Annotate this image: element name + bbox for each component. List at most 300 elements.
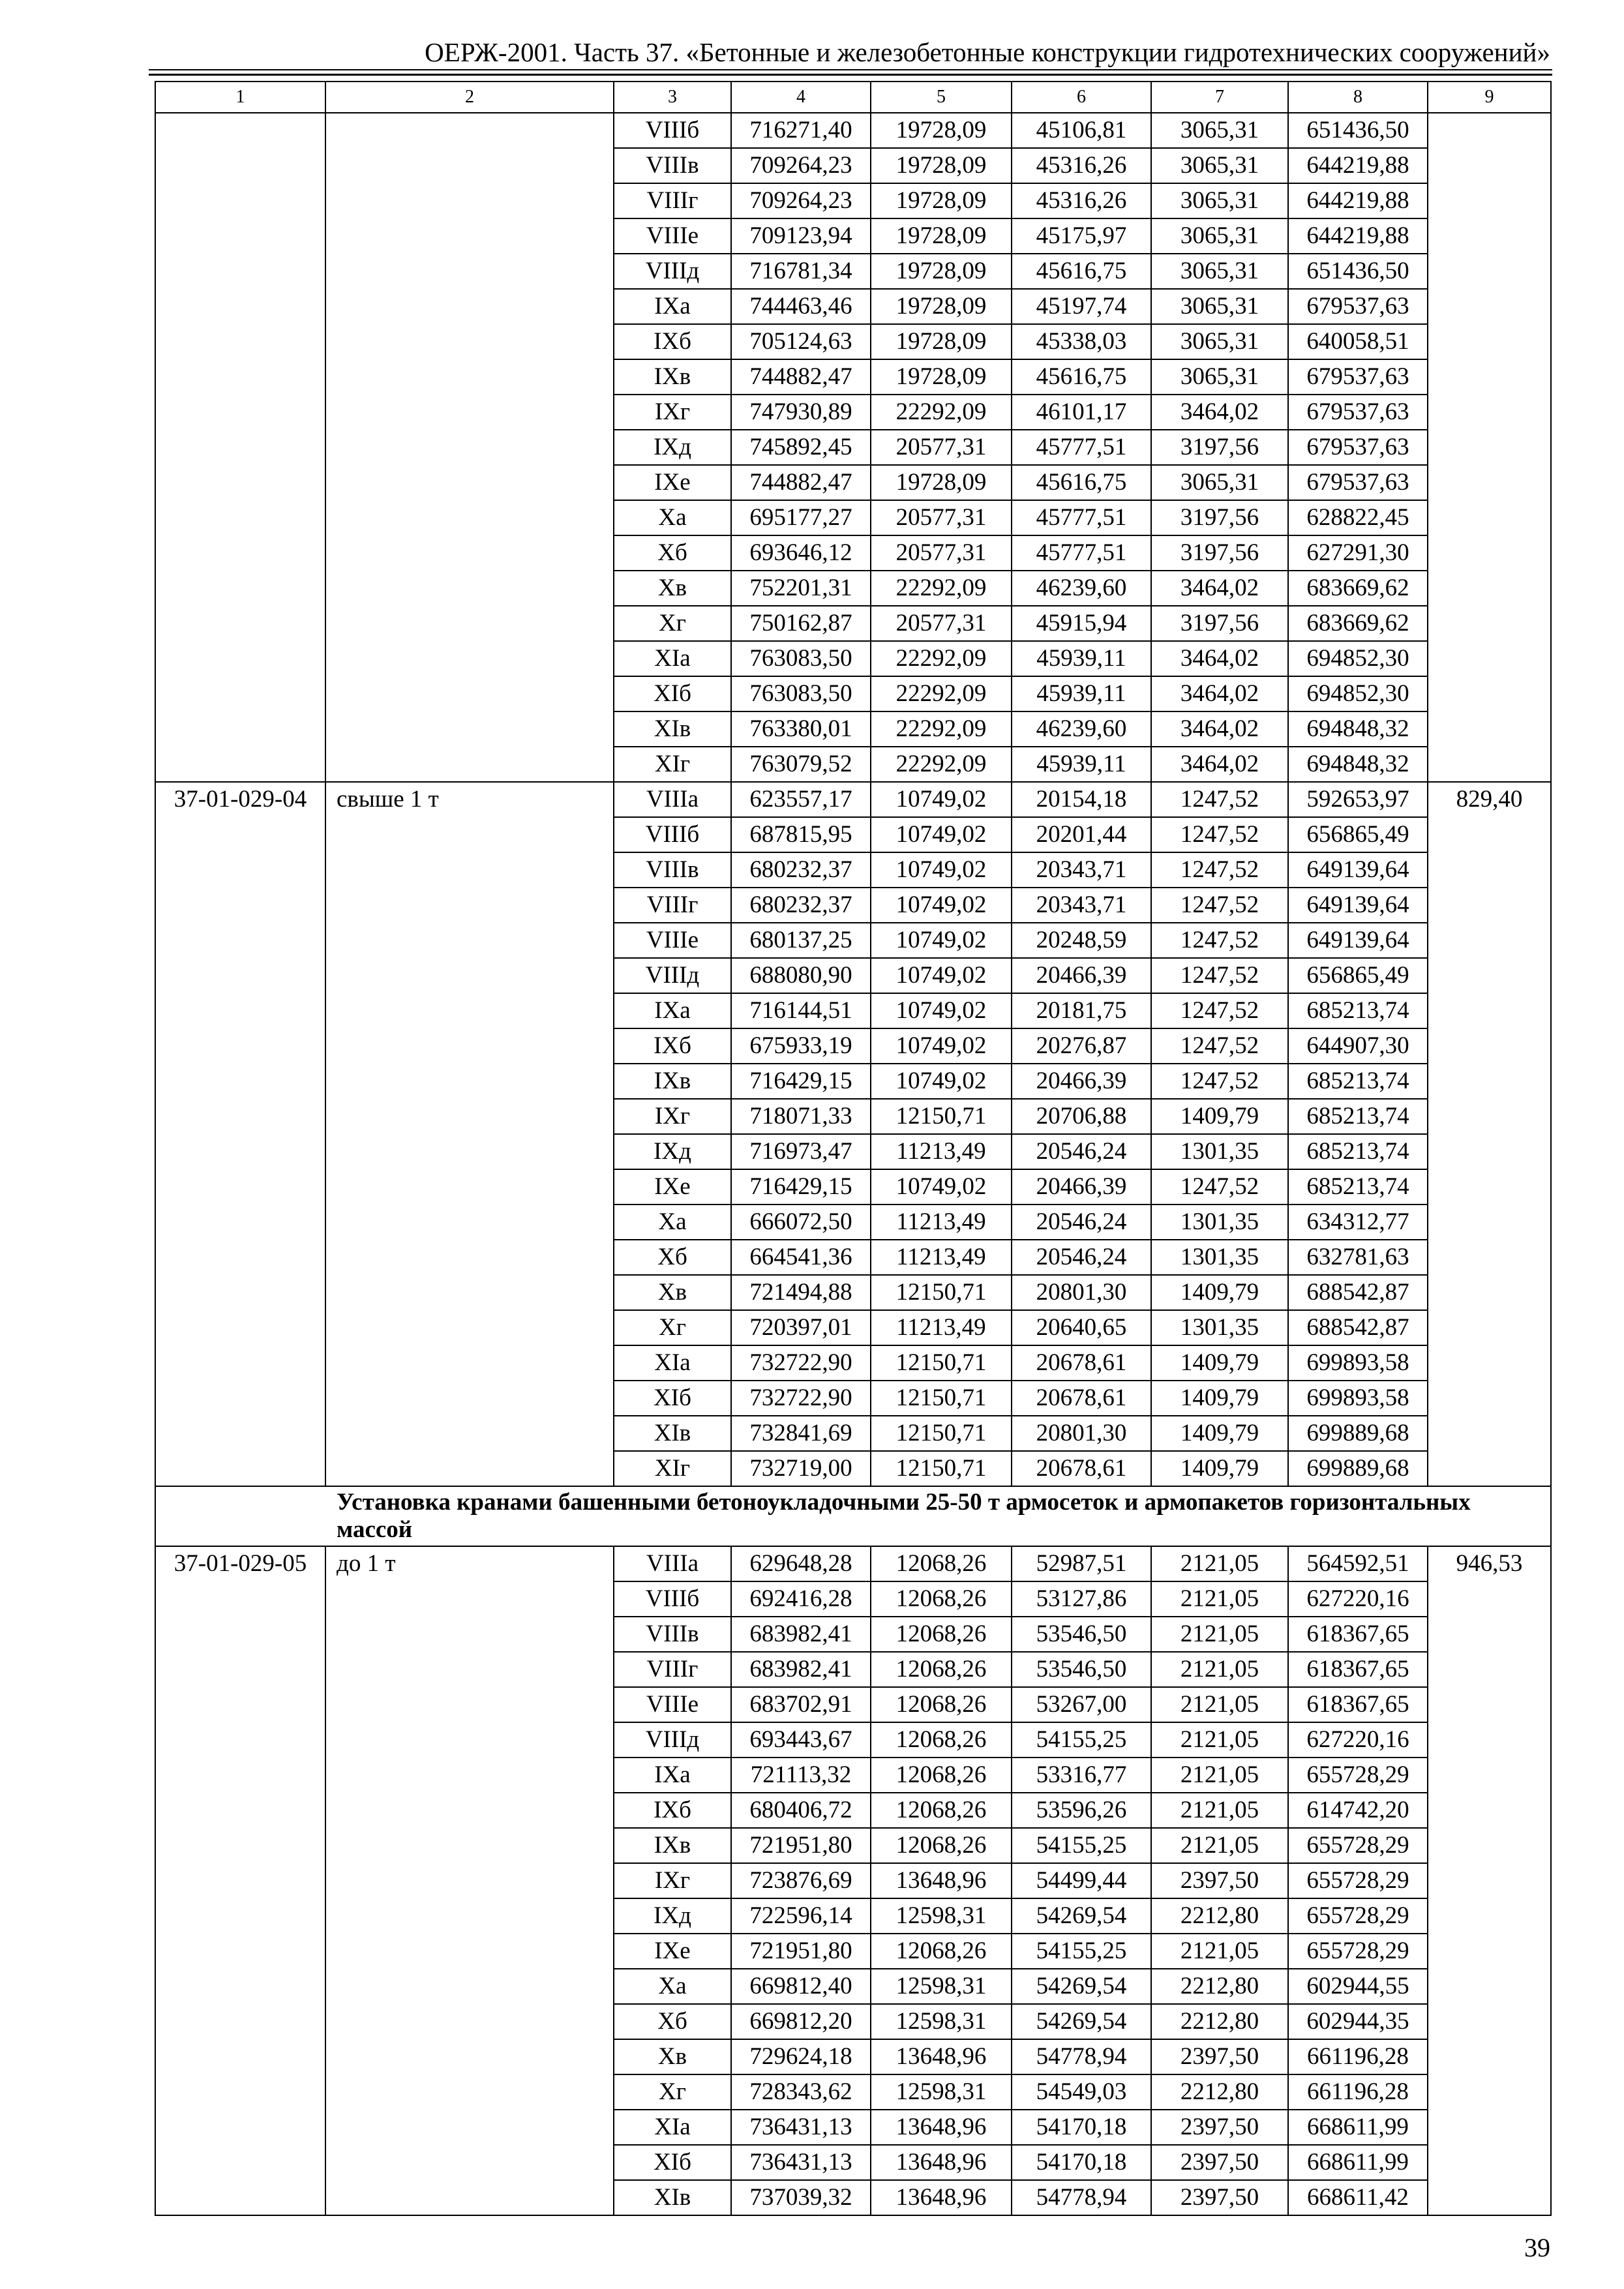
value-cell: 20201,44 xyxy=(1012,817,1151,852)
value-cell: 53127,86 xyxy=(1012,1581,1151,1617)
value-cell: 45175,97 xyxy=(1012,218,1151,254)
value-cell: 45939,11 xyxy=(1012,676,1151,711)
value-cell: 45777,51 xyxy=(1012,500,1151,535)
column-9-value-cell xyxy=(1428,113,1551,782)
value-cell: 1247,52 xyxy=(1151,1064,1288,1099)
value-cell: 763079,52 xyxy=(731,747,871,782)
value-cell: 661196,28 xyxy=(1288,2074,1428,2110)
value-cell: 10749,02 xyxy=(871,1169,1012,1204)
zone-cell: XIа xyxy=(614,1345,731,1381)
value-cell: 22292,09 xyxy=(871,395,1012,430)
value-cell: 721951,80 xyxy=(731,1934,871,1969)
value-cell: 20343,71 xyxy=(1012,852,1151,888)
value-cell: 728343,62 xyxy=(731,2074,871,2110)
value-cell: 12150,71 xyxy=(871,1416,1012,1451)
value-cell: 3197,56 xyxy=(1151,535,1288,571)
zone-cell: VIIIе xyxy=(614,218,731,254)
value-cell: 692416,28 xyxy=(731,1581,871,1617)
value-cell: 699893,58 xyxy=(1288,1345,1428,1381)
value-cell: 12068,26 xyxy=(871,1722,1012,1758)
value-cell: 3464,02 xyxy=(1151,676,1288,711)
zone-cell: Xа xyxy=(614,500,731,535)
value-cell: 651436,50 xyxy=(1288,254,1428,289)
value-cell: 680137,25 xyxy=(731,923,871,958)
zone-cell: XIг xyxy=(614,1451,731,1486)
value-cell: 644219,88 xyxy=(1288,218,1428,254)
value-cell: 20706,88 xyxy=(1012,1099,1151,1134)
value-cell: 618367,65 xyxy=(1288,1617,1428,1652)
value-cell: 679537,63 xyxy=(1288,465,1428,500)
value-cell: 22292,09 xyxy=(871,711,1012,747)
zone-cell: XIб xyxy=(614,676,731,711)
value-cell: 688542,87 xyxy=(1288,1275,1428,1310)
table-row xyxy=(155,1546,1551,1581)
value-cell: 618367,65 xyxy=(1288,1687,1428,1722)
zone-cell: VIIIд xyxy=(614,254,731,289)
zone-cell: XIв xyxy=(614,2180,731,2215)
value-cell: 627291,30 xyxy=(1288,535,1428,571)
value-cell: 745892,45 xyxy=(731,430,871,465)
value-cell: 3065,31 xyxy=(1151,289,1288,324)
zone-cell: Xа xyxy=(614,1204,731,1240)
zone-cell: IXб xyxy=(614,324,731,359)
value-cell: 20577,31 xyxy=(871,535,1012,571)
zone-cell: VIIIа xyxy=(614,782,731,817)
value-cell: 10749,02 xyxy=(871,923,1012,958)
value-cell: 655728,29 xyxy=(1288,1898,1428,1934)
value-cell: 19728,09 xyxy=(871,254,1012,289)
value-cell: 685213,74 xyxy=(1288,993,1428,1028)
zone-cell: VIIIг xyxy=(614,183,731,218)
value-cell: 680232,37 xyxy=(731,852,871,888)
value-cell: 54170,18 xyxy=(1012,2110,1151,2145)
value-cell: 1247,52 xyxy=(1151,817,1288,852)
value-cell: 45338,03 xyxy=(1012,324,1151,359)
value-cell: 54269,54 xyxy=(1012,1898,1151,1934)
value-cell: 685213,74 xyxy=(1288,1134,1428,1169)
page-number: 39 xyxy=(1524,2233,1550,2262)
value-cell: 720397,01 xyxy=(731,1310,871,1345)
value-cell: 675933,19 xyxy=(731,1028,871,1064)
value-cell: 22292,09 xyxy=(871,571,1012,606)
value-cell: 732722,90 xyxy=(731,1345,871,1381)
value-cell: 45316,26 xyxy=(1012,183,1151,218)
value-cell: 627220,16 xyxy=(1288,1722,1428,1758)
value-cell: 716271,40 xyxy=(731,113,871,148)
value-cell: 53316,77 xyxy=(1012,1758,1151,1793)
value-cell: 2121,05 xyxy=(1151,1687,1288,1722)
value-cell: 12068,26 xyxy=(871,1934,1012,1969)
value-cell: 2397,50 xyxy=(1151,2039,1288,2074)
value-cell: 3065,31 xyxy=(1151,148,1288,183)
value-cell: 12150,71 xyxy=(871,1099,1012,1134)
value-cell: 46239,60 xyxy=(1012,571,1151,606)
value-cell: 20678,61 xyxy=(1012,1345,1151,1381)
value-cell: 680232,37 xyxy=(731,888,871,923)
value-cell: 664541,36 xyxy=(731,1240,871,1275)
value-cell: 20276,87 xyxy=(1012,1028,1151,1064)
value-cell: 1409,79 xyxy=(1151,1451,1288,1486)
value-cell: 11213,49 xyxy=(871,1134,1012,1169)
column-9-value-cell: 946,53 xyxy=(1428,1546,1551,2215)
zone-cell: IXг xyxy=(614,1863,731,1898)
value-cell: 721113,32 xyxy=(731,1758,871,1793)
value-cell: 10749,02 xyxy=(871,1064,1012,1099)
item-name-cell: свыше 1 т xyxy=(325,782,614,1486)
table-row xyxy=(155,113,1551,148)
zone-cell: IXд xyxy=(614,1134,731,1169)
value-cell: 685213,74 xyxy=(1288,1099,1428,1134)
running-title: ОЕРЖ-2001. Часть 37. «Бетонные и железобетонные конструкции гидротехнических сооружений» xyxy=(425,37,1550,67)
value-cell: 655728,29 xyxy=(1288,1863,1428,1898)
zone-cell: IXв xyxy=(614,359,731,395)
value-cell: 614742,20 xyxy=(1288,1793,1428,1828)
section-heading-row xyxy=(155,1486,1551,1546)
value-cell: 45616,75 xyxy=(1012,359,1151,395)
zone-cell: Xв xyxy=(614,1275,731,1310)
value-cell: 12068,26 xyxy=(871,1687,1012,1722)
value-cell: 688542,87 xyxy=(1288,1310,1428,1345)
value-cell: 12598,31 xyxy=(871,1898,1012,1934)
value-cell: 640058,51 xyxy=(1288,324,1428,359)
value-cell: 716973,47 xyxy=(731,1134,871,1169)
zone-cell: XIг xyxy=(614,747,731,782)
zone-cell: IXд xyxy=(614,430,731,465)
value-cell: 629648,28 xyxy=(731,1546,871,1581)
value-cell: 2121,05 xyxy=(1151,1652,1288,1687)
value-cell: 3464,02 xyxy=(1151,395,1288,430)
value-cell: 20801,30 xyxy=(1012,1416,1151,1451)
value-cell: 3065,31 xyxy=(1151,465,1288,500)
value-cell: 20343,71 xyxy=(1012,888,1151,923)
zone-cell: XIб xyxy=(614,2145,731,2180)
zone-cell: IXб xyxy=(614,1028,731,1064)
value-cell: 20678,61 xyxy=(1012,1451,1151,1486)
value-cell: 732719,00 xyxy=(731,1451,871,1486)
value-cell: 10749,02 xyxy=(871,888,1012,923)
value-cell: 694852,30 xyxy=(1288,676,1428,711)
zone-cell: IXв xyxy=(614,1828,731,1863)
value-cell: 1247,52 xyxy=(1151,888,1288,923)
value-cell: 644907,30 xyxy=(1288,1028,1428,1064)
value-cell: 668611,99 xyxy=(1288,2145,1428,2180)
header-double-rule xyxy=(149,69,1552,76)
value-cell: 12068,26 xyxy=(871,1581,1012,1617)
value-cell: 2121,05 xyxy=(1151,1581,1288,1617)
zone-cell: IXв xyxy=(614,1064,731,1099)
value-cell: 20546,24 xyxy=(1012,1204,1151,1240)
value-cell: 1301,35 xyxy=(1151,1310,1288,1345)
value-cell: 3464,02 xyxy=(1151,711,1288,747)
value-cell: 2212,80 xyxy=(1151,1969,1288,2004)
value-cell: 12068,26 xyxy=(871,1828,1012,1863)
value-cell: 1409,79 xyxy=(1151,1345,1288,1381)
value-cell: 668611,42 xyxy=(1288,2180,1428,2215)
value-cell: 12068,26 xyxy=(871,1758,1012,1793)
zone-cell: IXг xyxy=(614,395,731,430)
value-cell: 3464,02 xyxy=(1151,747,1288,782)
zone-cell: VIIIв xyxy=(614,852,731,888)
value-cell: 45939,11 xyxy=(1012,641,1151,676)
item-name-cell: до 1 т xyxy=(325,1546,614,2215)
zone-cell: Xг xyxy=(614,1310,731,1345)
value-cell: 716781,34 xyxy=(731,254,871,289)
value-cell: 699889,68 xyxy=(1288,1451,1428,1486)
zone-cell: IXе xyxy=(614,1169,731,1204)
zone-cell: IXа xyxy=(614,289,731,324)
zone-cell: XIа xyxy=(614,2110,731,2145)
value-cell: 2121,05 xyxy=(1151,1546,1288,1581)
value-cell: 679537,63 xyxy=(1288,430,1428,465)
value-cell: 680406,72 xyxy=(731,1793,871,1828)
value-cell: 709264,23 xyxy=(731,148,871,183)
rates-table xyxy=(155,81,1552,2216)
value-cell: 661196,28 xyxy=(1288,2039,1428,2074)
value-cell: 46101,17 xyxy=(1012,395,1151,430)
value-cell: 20801,30 xyxy=(1012,1275,1151,1310)
value-cell: 668611,99 xyxy=(1288,2110,1428,2145)
column-number-cell: 4 xyxy=(731,82,871,113)
zone-cell: VIIIб xyxy=(614,113,731,148)
value-cell: 13648,96 xyxy=(871,2110,1012,2145)
value-cell: 20466,39 xyxy=(1012,958,1151,993)
value-cell: 54549,03 xyxy=(1012,2074,1151,2110)
value-cell: 1409,79 xyxy=(1151,1099,1288,1134)
value-cell: 592653,97 xyxy=(1288,782,1428,817)
value-cell: 651436,50 xyxy=(1288,113,1428,148)
value-cell: 2121,05 xyxy=(1151,1793,1288,1828)
value-cell: 1247,52 xyxy=(1151,782,1288,817)
value-cell: 52987,51 xyxy=(1012,1546,1151,1581)
value-cell: 19728,09 xyxy=(871,289,1012,324)
table-row xyxy=(155,782,1551,817)
value-cell: 602944,35 xyxy=(1288,2004,1428,2039)
value-cell: 716144,51 xyxy=(731,993,871,1028)
value-cell: 655728,29 xyxy=(1288,1828,1428,1863)
value-cell: 10749,02 xyxy=(871,852,1012,888)
value-cell: 564592,51 xyxy=(1288,1546,1428,1581)
value-cell: 656865,49 xyxy=(1288,817,1428,852)
value-cell: 19728,09 xyxy=(871,183,1012,218)
value-cell: 10749,02 xyxy=(871,958,1012,993)
zone-cell: XIа xyxy=(614,641,731,676)
column-number-cell: 1 xyxy=(155,82,325,113)
value-cell: 45939,11 xyxy=(1012,747,1151,782)
column-number-cell: 2 xyxy=(325,82,614,113)
column-number-cell: 7 xyxy=(1151,82,1288,113)
value-cell: 53546,50 xyxy=(1012,1617,1151,1652)
value-cell: 685213,74 xyxy=(1288,1169,1428,1204)
value-cell: 3065,31 xyxy=(1151,183,1288,218)
zone-cell: Xг xyxy=(614,2074,731,2110)
value-cell: 632781,63 xyxy=(1288,1240,1428,1275)
column-number-row xyxy=(155,82,1551,113)
value-cell: 1247,52 xyxy=(1151,852,1288,888)
zone-cell: IXе xyxy=(614,1934,731,1969)
column-number-cell: 9 xyxy=(1428,82,1551,113)
column-number-cell: 3 xyxy=(614,82,731,113)
value-cell: 11213,49 xyxy=(871,1240,1012,1275)
value-cell: 12068,26 xyxy=(871,1617,1012,1652)
value-cell: 2121,05 xyxy=(1151,1828,1288,1863)
value-cell: 54155,25 xyxy=(1012,1934,1151,1969)
value-cell: 736431,13 xyxy=(731,2110,871,2145)
value-cell: 54155,25 xyxy=(1012,1722,1151,1758)
value-cell: 644219,88 xyxy=(1288,183,1428,218)
column-number-cell: 8 xyxy=(1288,82,1428,113)
value-cell: 2397,50 xyxy=(1151,2110,1288,2145)
zone-cell: VIIIе xyxy=(614,1687,731,1722)
value-cell: 22292,09 xyxy=(871,747,1012,782)
value-cell: 685213,74 xyxy=(1288,1064,1428,1099)
value-cell: 10749,02 xyxy=(871,993,1012,1028)
value-cell: 669812,40 xyxy=(731,1969,871,2004)
zone-cell: Xб xyxy=(614,1240,731,1275)
value-cell: 3065,31 xyxy=(1151,359,1288,395)
value-cell: 53546,50 xyxy=(1012,1652,1151,1687)
value-cell: 669812,20 xyxy=(731,2004,871,2039)
value-cell: 2397,50 xyxy=(1151,2180,1288,2215)
value-cell: 723876,69 xyxy=(731,1863,871,1898)
value-cell: 688080,90 xyxy=(731,958,871,993)
value-cell: 45616,75 xyxy=(1012,254,1151,289)
value-cell: 602944,55 xyxy=(1288,1969,1428,2004)
value-cell: 20248,59 xyxy=(1012,923,1151,958)
section-heading: Установка кранами башенными бетоноукладочными 25-50 т армосеток и армопакетов горизонтальных массой xyxy=(155,1486,1551,1546)
zone-cell: IXг xyxy=(614,1099,731,1134)
value-cell: 3197,56 xyxy=(1151,430,1288,465)
value-cell: 13648,96 xyxy=(871,2039,1012,2074)
value-cell: 644219,88 xyxy=(1288,148,1428,183)
value-cell: 718071,33 xyxy=(731,1099,871,1134)
value-cell: 12068,26 xyxy=(871,1793,1012,1828)
value-cell: 20577,31 xyxy=(871,430,1012,465)
zone-cell: Xб xyxy=(614,2004,731,2039)
zone-cell: Xв xyxy=(614,2039,731,2074)
zone-cell: VIIIг xyxy=(614,888,731,923)
value-cell: 737039,32 xyxy=(731,2180,871,2215)
value-cell: 11213,49 xyxy=(871,1310,1012,1345)
value-cell: 694848,32 xyxy=(1288,711,1428,747)
value-cell: 763083,50 xyxy=(731,641,871,676)
value-cell: 716429,15 xyxy=(731,1064,871,1099)
zone-cell: Xг xyxy=(614,606,731,641)
value-cell: 3065,31 xyxy=(1151,324,1288,359)
value-cell: 2212,80 xyxy=(1151,2004,1288,2039)
value-cell: 1301,35 xyxy=(1151,1240,1288,1275)
value-cell: 12150,71 xyxy=(871,1275,1012,1310)
value-cell: 53596,26 xyxy=(1012,1793,1151,1828)
value-cell: 13648,96 xyxy=(871,1863,1012,1898)
value-cell: 10749,02 xyxy=(871,1028,1012,1064)
value-cell: 54269,54 xyxy=(1012,1969,1151,2004)
value-cell: 12068,26 xyxy=(871,1652,1012,1687)
value-cell: 1409,79 xyxy=(1151,1275,1288,1310)
value-cell: 19728,09 xyxy=(871,218,1012,254)
value-cell: 655728,29 xyxy=(1288,1934,1428,1969)
value-cell: 11213,49 xyxy=(871,1204,1012,1240)
value-cell: 699889,68 xyxy=(1288,1416,1428,1451)
value-cell: 744882,47 xyxy=(731,359,871,395)
value-cell: 12598,31 xyxy=(871,2074,1012,2110)
value-cell: 19728,09 xyxy=(871,359,1012,395)
value-cell: 2212,80 xyxy=(1151,1898,1288,1934)
value-cell: 3065,31 xyxy=(1151,113,1288,148)
value-cell: 618367,65 xyxy=(1288,1652,1428,1687)
value-cell: 10749,02 xyxy=(871,782,1012,817)
value-cell: 19728,09 xyxy=(871,148,1012,183)
value-cell: 666072,50 xyxy=(731,1204,871,1240)
value-cell: 54170,18 xyxy=(1012,2145,1151,2180)
value-cell: 732722,90 xyxy=(731,1381,871,1416)
value-cell: 45777,51 xyxy=(1012,535,1151,571)
value-cell: 679537,63 xyxy=(1288,395,1428,430)
value-cell: 20546,24 xyxy=(1012,1240,1151,1275)
value-cell: 628822,45 xyxy=(1288,500,1428,535)
value-cell: 45197,74 xyxy=(1012,289,1151,324)
value-cell: 3065,31 xyxy=(1151,254,1288,289)
value-cell: 683982,41 xyxy=(731,1652,871,1687)
value-cell: 2121,05 xyxy=(1151,1758,1288,1793)
rate-code-cell: 37-01-029-05 xyxy=(155,1546,325,2215)
value-cell: 683702,91 xyxy=(731,1687,871,1722)
zone-cell: VIIIб xyxy=(614,817,731,852)
value-cell: 744463,46 xyxy=(731,289,871,324)
value-cell: 54499,44 xyxy=(1012,1863,1151,1898)
value-cell: 736431,13 xyxy=(731,2145,871,2180)
value-cell: 649139,64 xyxy=(1288,888,1428,923)
zone-cell: Xб xyxy=(614,535,731,571)
value-cell: 679537,63 xyxy=(1288,359,1428,395)
value-cell: 1409,79 xyxy=(1151,1381,1288,1416)
zone-cell: IXб xyxy=(614,1793,731,1828)
value-cell: 1247,52 xyxy=(1151,923,1288,958)
value-cell: 634312,77 xyxy=(1288,1204,1428,1240)
value-cell: 1301,35 xyxy=(1151,1134,1288,1169)
value-cell: 20466,39 xyxy=(1012,1064,1151,1099)
value-cell: 2397,50 xyxy=(1151,2145,1288,2180)
value-cell: 1247,52 xyxy=(1151,958,1288,993)
value-cell: 679537,63 xyxy=(1288,289,1428,324)
value-cell: 2121,05 xyxy=(1151,1722,1288,1758)
value-cell: 19728,09 xyxy=(871,113,1012,148)
value-cell: 649139,64 xyxy=(1288,923,1428,958)
value-cell: 20577,31 xyxy=(871,606,1012,641)
value-cell: 45777,51 xyxy=(1012,430,1151,465)
value-cell: 1247,52 xyxy=(1151,1028,1288,1064)
value-cell: 1409,79 xyxy=(1151,1416,1288,1451)
value-cell: 2121,05 xyxy=(1151,1617,1288,1652)
rate-code-cell: 37-01-029-04 xyxy=(155,782,325,1486)
zone-cell: VIIIд xyxy=(614,1722,731,1758)
value-cell: 705124,63 xyxy=(731,324,871,359)
value-cell: 12068,26 xyxy=(871,1546,1012,1581)
value-cell: 20577,31 xyxy=(871,500,1012,535)
value-cell: 54778,94 xyxy=(1012,2039,1151,2074)
column-number-cell: 5 xyxy=(871,82,1012,113)
value-cell: 722596,14 xyxy=(731,1898,871,1934)
value-cell: 623557,17 xyxy=(731,782,871,817)
value-cell: 687815,95 xyxy=(731,817,871,852)
value-cell: 683669,62 xyxy=(1288,571,1428,606)
value-cell: 763083,50 xyxy=(731,676,871,711)
value-cell: 53267,00 xyxy=(1012,1687,1151,1722)
value-cell: 693646,12 xyxy=(731,535,871,571)
value-cell: 20546,24 xyxy=(1012,1134,1151,1169)
value-cell: 13648,96 xyxy=(871,2180,1012,2215)
value-cell: 695177,27 xyxy=(731,500,871,535)
zone-cell: VIIIб xyxy=(614,1581,731,1617)
